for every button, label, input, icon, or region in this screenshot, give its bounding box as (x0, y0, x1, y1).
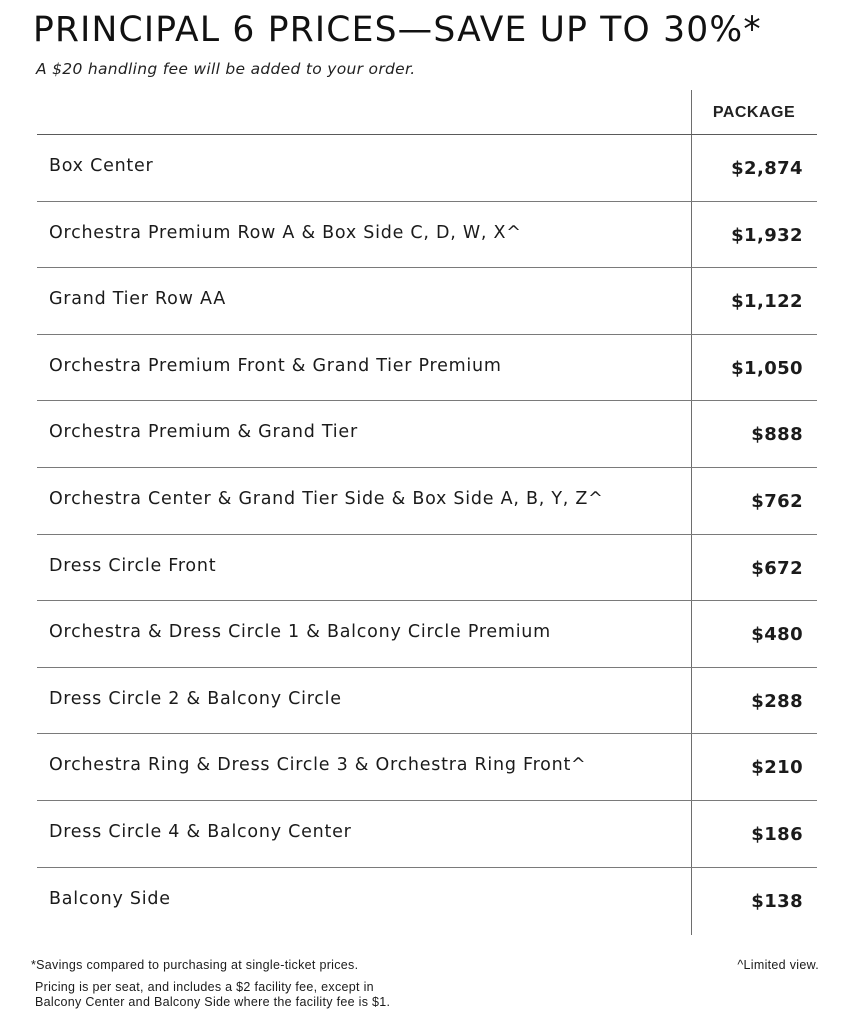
package-price: $672 (751, 557, 803, 579)
seat-section-label: Orchestra Premium Row A & Box Side C, D, W, X^ (49, 222, 522, 243)
pricing-footnote (35, 980, 390, 1010)
table-row (37, 734, 817, 801)
table-row (37, 668, 817, 735)
package-price: $210 (751, 757, 803, 779)
package-price: $288 (751, 690, 803, 712)
seat-section-label: Orchestra Premium Front & Grand Tier Premium (49, 355, 502, 376)
seat-section-label: Box Center (49, 156, 154, 176)
handling-fee-note: A $20 handling fee will be added to your order. (36, 60, 416, 78)
package-price: $1,050 (731, 357, 803, 379)
seat-section-label: Orchestra & Dress Circle 1 & Balcony Circle Premium (49, 622, 551, 643)
package-price: $1,122 (731, 291, 803, 313)
table-row (37, 535, 817, 602)
seat-section-label: Dress Circle 4 & Balcony Center (49, 821, 352, 842)
table-row (37, 601, 817, 668)
table-row (37, 801, 817, 868)
package-price: $480 (751, 624, 803, 646)
package-price: $2,874 (731, 158, 803, 179)
package-price: $186 (751, 823, 803, 845)
table-row (37, 268, 817, 335)
table-row (37, 468, 817, 535)
table-body (37, 135, 817, 934)
pricing-footnote-line: Balcony Center and Balcony Side where the facility fee is $1. (35, 995, 391, 1009)
table-header-row (37, 90, 817, 135)
savings-footnote: *Savings compared to purchasing at single-ticket prices. (31, 958, 359, 972)
table-row (37, 868, 817, 935)
package-price: $762 (751, 490, 803, 512)
seat-section-label: Dress Circle 2 & Balcony Circle (49, 688, 342, 709)
package-price: $1,932 (731, 224, 803, 246)
table-row (37, 335, 817, 402)
seat-section-label: Dress Circle Front (49, 555, 217, 576)
seat-section-label: Orchestra Premium & Grand Tier (49, 422, 358, 443)
package-column-header: PACKAGE (712, 104, 796, 121)
package-price: $888 (751, 424, 803, 446)
table-row (37, 401, 817, 468)
table-row (37, 202, 817, 269)
seat-section-label: Orchestra Center & Grand Tier Side & Box Side A, B, Y, Z^ (49, 488, 604, 509)
pricing-footnote-line: Pricing is per seat, and includes a $2 facility fee, except in (35, 980, 374, 994)
seat-section-label: Grand Tier Row AA (49, 289, 226, 310)
price-table (37, 90, 817, 934)
package-price: $138 (751, 890, 803, 912)
table-row (37, 135, 817, 202)
seat-section-label: Orchestra Ring & Dress Circle 3 & Orchestra Ring Front^ (49, 755, 587, 776)
page-title: PRINCIPAL 6 PRICES—SAVE UP TO 30%* (33, 10, 762, 50)
limited-view-footnote: ^Limited view. (737, 958, 819, 972)
seat-section-label: Balcony Side (49, 888, 171, 909)
